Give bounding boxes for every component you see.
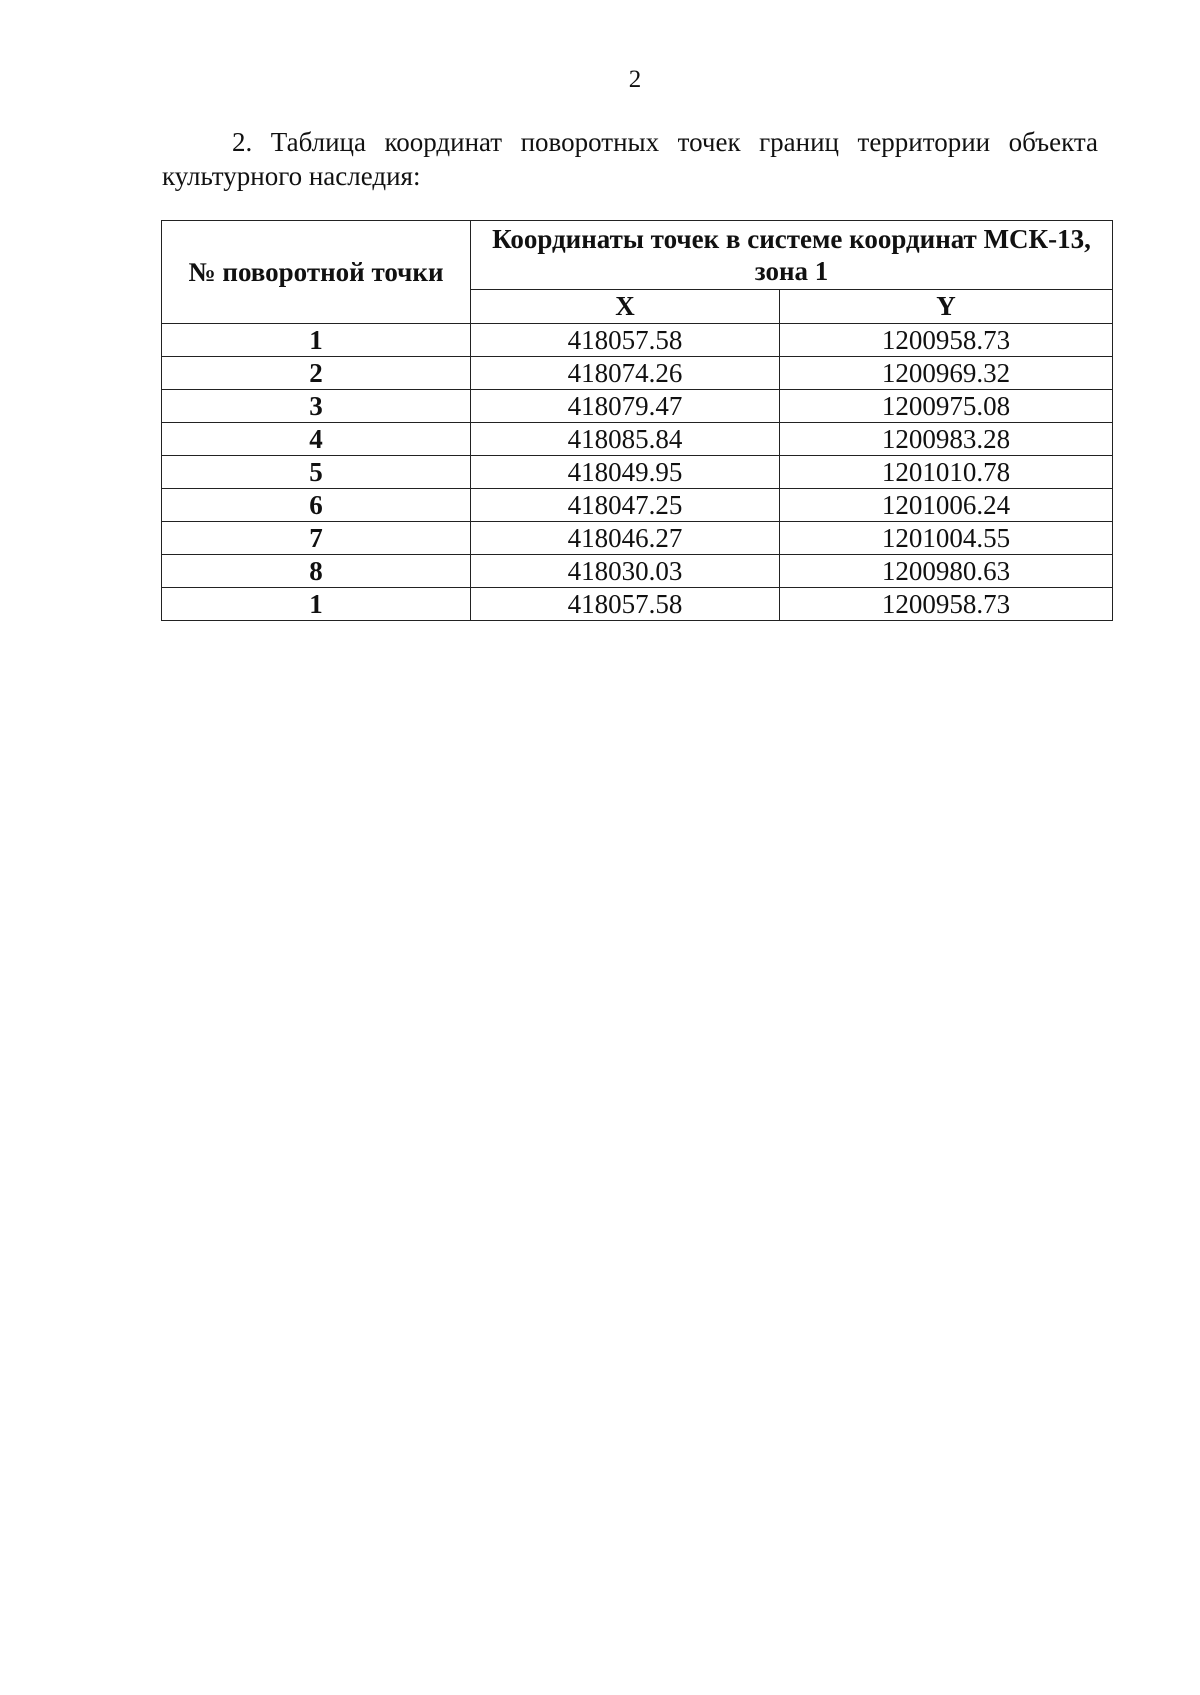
coordinates-table [161, 220, 1113, 621]
header-coordinates: Координаты точек в системе координат МСК-13, зона 1 [471, 221, 1113, 290]
point-number: 5 [162, 456, 471, 489]
point-number: 1 [162, 588, 471, 621]
point-number: 4 [162, 423, 471, 456]
header-x: X [471, 290, 780, 324]
coord-x: 418046.27 [471, 522, 780, 555]
coord-x: 418057.58 [471, 588, 780, 621]
point-number: 8 [162, 555, 471, 588]
table-row [162, 324, 1113, 357]
coord-x: 418030.03 [471, 555, 780, 588]
coord-x: 418047.25 [471, 489, 780, 522]
coord-x: 418085.84 [471, 423, 780, 456]
header-y: Y [780, 290, 1113, 324]
table-row [162, 357, 1113, 390]
point-number: 3 [162, 390, 471, 423]
coord-x: 418074.26 [471, 357, 780, 390]
table-row [162, 588, 1113, 621]
table-row [162, 555, 1113, 588]
table-row [162, 522, 1113, 555]
coord-x: 418049.95 [471, 456, 780, 489]
table-row [162, 456, 1113, 489]
page-number: 2 [628, 66, 642, 93]
coord-y: 1201010.78 [780, 456, 1113, 489]
point-number: 7 [162, 522, 471, 555]
table-row [162, 423, 1113, 456]
coord-x: 418057.58 [471, 324, 780, 357]
header-point-number: № поворотной точки [162, 221, 471, 324]
coord-y: 1200980.63 [780, 555, 1113, 588]
point-number: 6 [162, 489, 471, 522]
point-number: 2 [162, 357, 471, 390]
coord-y: 1200969.32 [780, 357, 1113, 390]
coord-y: 1201004.55 [780, 522, 1113, 555]
coord-y: 1200983.28 [780, 423, 1113, 456]
coord-y: 1200958.73 [780, 588, 1113, 621]
coord-y: 1201006.24 [780, 489, 1113, 522]
table-row [162, 489, 1113, 522]
coord-y: 1200975.08 [780, 390, 1113, 423]
coord-x: 418079.47 [471, 390, 780, 423]
coord-y: 1200958.73 [780, 324, 1113, 357]
intro-paragraph: 2. Таблица координат поворотных точек границ территории объекта культурного наследия: [162, 127, 1098, 191]
point-number: 1 [162, 324, 471, 357]
table-row [162, 390, 1113, 423]
